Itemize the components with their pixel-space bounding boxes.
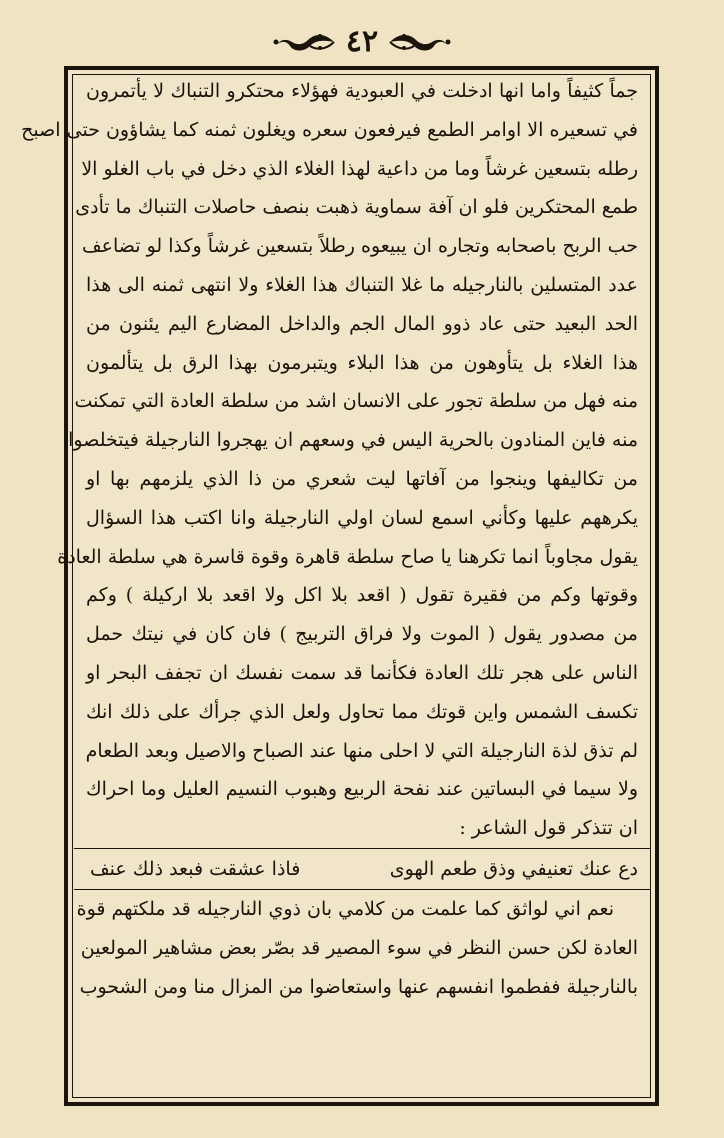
text-line: هذا الغلاء بل يتأوهون من هذا البلاء ويتبرمون بهذا الرق بل يتألمون <box>86 351 638 374</box>
text-line: وقوتها وكم من فقيرة تقول ( اقعد بلا اكل ولا اقعد بلا اركيلة ) وكم <box>86 584 638 607</box>
text-line: حب الربح باصحابه وتجاره ان يبيعوه رطلاً بتسعين غرشاً وكذا لو تضاعف <box>82 235 638 258</box>
left-ornament-icon <box>272 28 336 56</box>
text-line: طمع المحتكرين فلو ان آفة سماوية ذهبت بنصف حاصلات التنباك ما تأدى <box>75 196 638 219</box>
text-line: من مصدور يقول ( الموت ولا فراق التربيج ) فان كان في نيتك حمل <box>86 623 638 646</box>
poetry-verse <box>86 849 638 889</box>
text-line: ان تتذكر قول الشاعر : <box>459 817 638 840</box>
text-line: من تكاليفها وينجوا من آفاتها ليت شعري من ذا الذي يلزمهم بها او <box>86 467 638 490</box>
text-line: منه فهل من سلطة تجور على الانسان اشد من سلطة العادة التي تمكنت <box>74 390 638 413</box>
text-line: العادة لكن حسن النظر في سوء المصير قد بصّر بعض مشاهير المولعين <box>80 936 638 959</box>
text-line: ولا سيما في البساتين عند نفحة الربيع وهبوب النسيم العليل وما احراك <box>86 778 638 801</box>
verse-second-hemistich: فاذا عشقت فبعد ذلك عنف <box>90 857 301 880</box>
text-line: يكرههم عليها وكأني اسمع لسان اولي النارجيلة وانا اكتب هذا السؤال <box>86 506 638 529</box>
text-line: جماً كثيفاً واما انها ادخلت في العبودية فهؤلاء محتكرو التنباك لا يأتمرون <box>86 80 638 102</box>
text-line: في تسعيره الا اوامر الطمع فيرفعون سعره ويغلون ثمنه كما يشاؤون حتى اصبح <box>21 118 638 141</box>
text-line: بالنارجيلة ففطموا انفسهم عنها واستعاضوا من المزال منا ومن الشحوب <box>79 975 638 998</box>
text-line: عدد المتسلين بالنارجيله ما غلا التنباك هذا الغلاء ولا انتهى ثمنه الى هذا <box>86 273 638 296</box>
text-line: تكسف الشمس واين قوتك مما تحاول ولعل الذي جرأك على ذلك انك <box>86 700 638 723</box>
body-text <box>21 72 638 1006</box>
text-line: نعم اني لواثق كما علمت من كلامي بان ذوي النارجيله قد ملكتهم قوة <box>76 897 614 920</box>
text-line: يقول مجاوباً انما تكرهنا يا صاح سلطة قاهرة وقوة قاسرة هي سلطة العادة <box>57 545 638 568</box>
page-header <box>0 22 724 62</box>
text-line: الحد البعيد حتى عاد ذوو المال الجم والداخل المضارع اليم يئنون من <box>86 312 638 335</box>
text-line: رطله بتسعين غرشاً وما من داعية لهذا الغلاء الذي دخل في باب الغلو الا <box>81 157 638 180</box>
page-number: ٤٢ <box>345 24 379 59</box>
text-line: لم تذق لذة النارجيلة التي لا احلى منها عند الصباح والاصيل وبعد الطعام <box>85 739 638 762</box>
text-line: منه فاين المنادون بالحرية اليس في وسعهم ان يهجروا النارجيلة فيتخلصوا <box>68 429 638 452</box>
text-line: الناس على هجر تلك العادة فكأنما قد سمت نفسك ان تجفف البحر او <box>86 661 638 684</box>
right-ornament-icon <box>388 28 452 56</box>
verse-first-hemistich: دع عنك تعنيفي وذق طعم الهوى <box>389 857 638 880</box>
